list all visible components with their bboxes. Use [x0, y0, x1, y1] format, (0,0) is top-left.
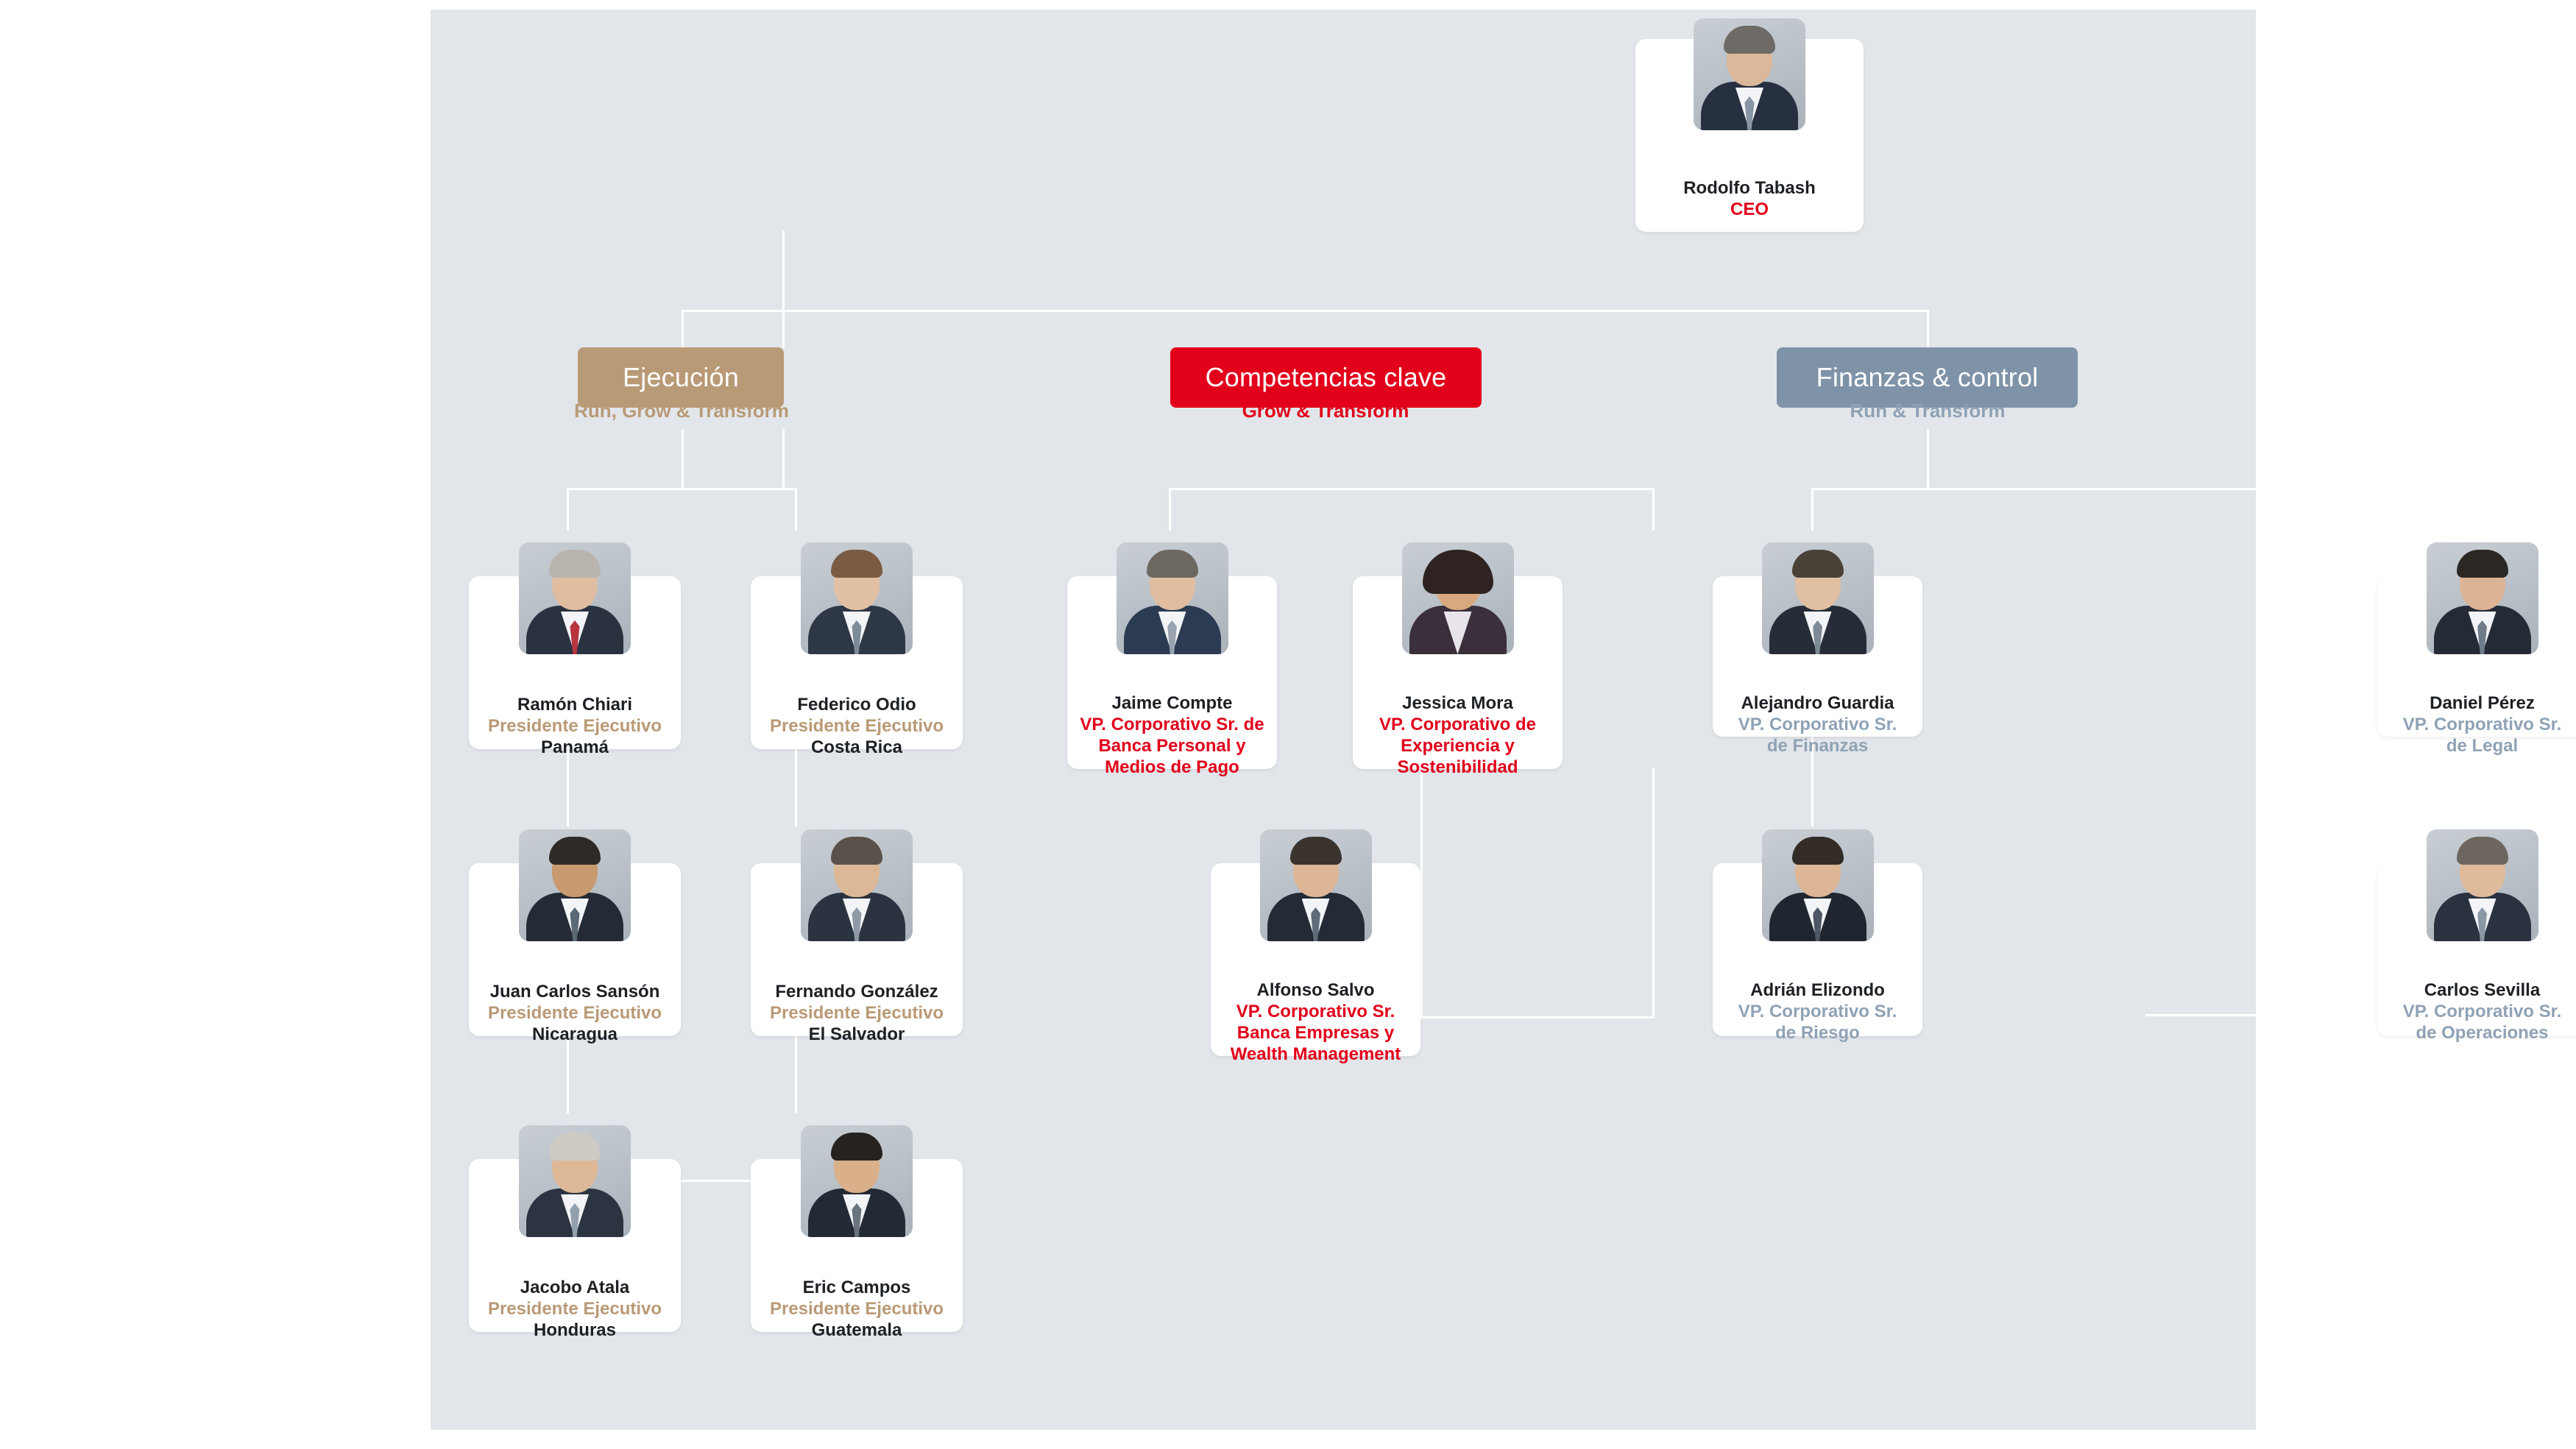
connector-finanzas-left — [1811, 488, 1814, 531]
photo-rodolfo-tabash — [1694, 18, 1805, 130]
card-alfonso-salvo[interactable] — [1211, 863, 1420, 1064]
person-role: VP. Corporativo de Experiencia y Sostenibilidad — [1379, 715, 1536, 777]
photo-carlos-sevilla — [2427, 829, 2538, 941]
person-name: Juan Carlos Sansón — [489, 982, 660, 1002]
connector-finanzas-bus — [1811, 488, 2484, 490]
connector-bus-to-finanzas — [1927, 310, 1929, 348]
photo-alfonso-salvo — [1260, 829, 1372, 941]
photo-fernando-gonzalez — [801, 829, 913, 941]
connector-finanzas-down — [1927, 429, 1929, 489]
pillar-ejecucion-label: Ejecución — [623, 362, 739, 392]
connector-bus-to-competencias — [782, 310, 785, 348]
person-name: Daniel Pérez — [2430, 693, 2535, 713]
connector-main-bus — [682, 310, 1928, 312]
card-daniel-perez[interactable] — [2377, 576, 2576, 756]
person-role: Presidente Ejecutivo — [769, 716, 944, 736]
person-name: Jaime Compte — [1111, 693, 1233, 713]
person-name: Fernando González — [775, 982, 938, 1002]
person-country: Guatemala — [811, 1320, 902, 1340]
photo-jacobo-atala — [519, 1125, 631, 1237]
person-role: Presidente Ejecutivo — [487, 1003, 662, 1023]
person-name: Jacobo Atala — [520, 1278, 630, 1297]
connector-jessica-to-alfonso — [1652, 768, 1655, 1018]
pillar-ejecucion[interactable] — [578, 347, 784, 408]
connector-jaime-to-alfonso — [1420, 768, 1423, 1018]
card-jacobo-atala[interactable] — [469, 1159, 681, 1340]
card-fernando-gonzalez[interactable] — [751, 863, 963, 1044]
person-country: Honduras — [533, 1320, 616, 1340]
card-adrian-elizondo[interactable] — [1713, 863, 1922, 1043]
person-role: VP. Corporativo Sr. Banca Empresas y Wealth Management — [1230, 1002, 1401, 1064]
person-name: Carlos Sevilla — [2424, 980, 2541, 1000]
pillar-competencias[interactable] — [1170, 347, 1482, 408]
pillar-finanzas-label: Finanzas & control — [1816, 362, 2039, 392]
photo-ramon-chiari — [519, 542, 631, 654]
photo-federico-odio — [801, 542, 913, 654]
pillar-ejecucion-subtitle: Run, Grow & Transform — [574, 400, 789, 422]
card-alejandro-guardia[interactable] — [1713, 576, 1922, 756]
photo-daniel-perez — [2427, 542, 2538, 654]
connector-alfonso-link — [1420, 1016, 1653, 1018]
connector-ejecucion-right — [795, 488, 797, 531]
person-country: Costa Rica — [810, 737, 903, 757]
person-role: Presidente Ejecutivo — [769, 1003, 944, 1023]
person-name: Jessica Mora — [1402, 693, 1513, 713]
photo-eric-campos — [801, 1125, 913, 1237]
card-juan-carlos-sanson[interactable] — [469, 863, 681, 1044]
person-country: El Salvador — [808, 1024, 905, 1044]
ceo-name: Rodolfo Tabash — [1683, 178, 1816, 198]
person-role: VP. Corporativo Sr. de Riesgo — [1738, 1002, 1897, 1043]
person-name: Federico Odio — [797, 695, 916, 715]
card-ceo[interactable] — [1635, 39, 1864, 232]
person-name: Ramón Chiari — [517, 695, 633, 715]
pillar-competencias-subtitle: Grow & Transform — [1242, 400, 1409, 422]
person-name: Adrián Elizondo — [1750, 980, 1885, 1000]
pillar-competencias-label: Competencias clave — [1205, 362, 1447, 392]
card-eric-campos[interactable] — [751, 1159, 963, 1340]
connector-competencias-bus — [1169, 488, 1655, 490]
connector-competencias-left — [1169, 488, 1171, 531]
photo-adrian-elizondo — [1762, 829, 1874, 941]
person-role: Presidente Ejecutivo — [487, 716, 662, 736]
photo-jaime-compte — [1117, 542, 1228, 654]
card-jessica-mora[interactable] — [1353, 576, 1563, 777]
card-federico-odio[interactable] — [751, 576, 963, 757]
person-role: VP. Corporativo Sr. de Finanzas — [1738, 715, 1897, 756]
person-country: Panamá — [540, 737, 609, 757]
person-role: Presidente Ejecutivo — [769, 1299, 944, 1319]
connector-ejecucion-left — [567, 488, 569, 531]
photo-alejandro-guardia — [1762, 542, 1874, 654]
photo-juan-carlos-sanson — [519, 829, 631, 941]
ceo-role: CEO — [1730, 199, 1769, 219]
person-role: VP. Corporativo Sr. de Banca Personal y Medios de Pago — [1080, 715, 1264, 777]
person-name: Eric Campos — [802, 1278, 911, 1297]
connector-ejecucion-bus — [567, 488, 797, 490]
connector-finanzas-right — [2483, 488, 2485, 531]
person-name: Alejandro Guardia — [1741, 693, 1894, 713]
photo-jessica-mora — [1402, 542, 1514, 654]
connector-bus-to-ejecucion — [682, 310, 684, 348]
person-country: Nicaragua — [531, 1024, 618, 1044]
card-jaime-compte[interactable] — [1067, 576, 1277, 777]
person-name: Alfonso Salvo — [1256, 980, 1375, 1000]
pillar-finanzas-subtitle: Run & Transform — [1850, 400, 2006, 422]
connector-ejecucion-down — [682, 429, 684, 489]
connector-competencias-down — [782, 429, 785, 489]
person-role: VP. Corporativo Sr. de Legal — [2402, 715, 2562, 756]
card-carlos-sevilla[interactable] — [2377, 863, 2576, 1043]
connector-ceo-down — [782, 230, 785, 311]
person-role: Presidente Ejecutivo — [487, 1299, 662, 1319]
pillar-finanzas[interactable] — [1777, 347, 2078, 408]
person-role: VP. Corporativo Sr. de Operaciones — [2402, 1002, 2562, 1043]
org-chart-board — [431, 10, 2562, 1430]
card-ramon-chiari[interactable] — [469, 576, 681, 757]
connector-competencias-right — [1652, 488, 1655, 531]
